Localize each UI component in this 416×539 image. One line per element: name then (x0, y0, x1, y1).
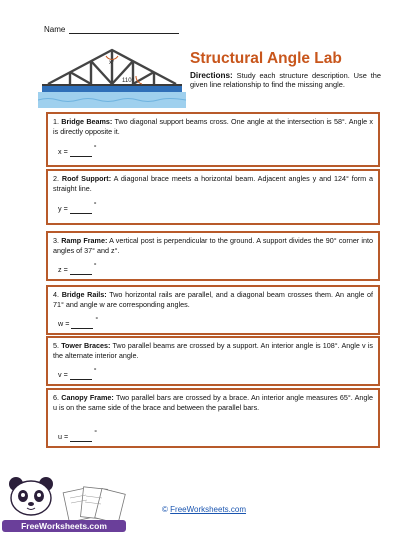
problem-number: 1. (53, 117, 59, 126)
degree-symbol: ° (93, 202, 97, 209)
problem-2-box (46, 169, 380, 225)
logo-text: FreeWorksheets.com (21, 521, 107, 531)
panda-icon (9, 477, 53, 515)
answer-blank[interactable] (70, 434, 92, 442)
freeworksheets-logo (0, 472, 130, 536)
answer-row (58, 265, 97, 275)
answer-variable: y = (58, 204, 68, 213)
angle-x-label: x° (109, 60, 115, 66)
footer-copyright[interactable] (162, 505, 246, 514)
degree-symbol: ° (94, 430, 98, 437)
answer-row (58, 319, 98, 329)
name-field-row (44, 25, 179, 34)
answer-blank[interactable] (71, 321, 93, 329)
answer-variable: x = (58, 147, 68, 156)
name-label: Name (44, 25, 66, 34)
degree-symbol: ° (93, 368, 97, 375)
worksheet-title: Structural Angle Lab (190, 50, 342, 67)
problem-text: A diagonal brace meets a horizontal beam. Adjacent angles y and 124° form a straight line. (53, 174, 373, 193)
problem-heading: Bridge Rails: (61, 290, 107, 299)
answer-variable: u = (58, 432, 69, 441)
directions-text: Study each structure description. Use the given line relationship to find the missing angle. (190, 71, 381, 89)
problem-text: Two diagonal support beams cross. One angle at the intersection is 58°. Angle x is directly opposite it. (53, 117, 373, 136)
problem-text: A vertical post is perpendicular to the ground. A support divides the 90° corner into angles of 37° and z°. (53, 236, 373, 255)
problem-number: 3. (53, 236, 59, 245)
answer-row (58, 147, 97, 157)
problem-3-box (46, 231, 380, 281)
degree-symbol: ° (95, 317, 99, 324)
answer-blank[interactable] (70, 206, 92, 214)
copyright-symbol: © (162, 505, 168, 514)
answer-variable: w = (58, 319, 70, 328)
footer-link-text[interactable]: FreeWorksheets.com (170, 505, 247, 514)
directions-label: Directions: (190, 71, 233, 80)
problem-text: Two horizontal rails are parallel, and a diagonal beam crosses them. An angle of 71° and angle w are corresponding angles. (53, 290, 373, 309)
answer-blank[interactable] (70, 267, 92, 275)
answer-row (58, 370, 97, 380)
problem-number: 6. (53, 393, 59, 402)
problem-text: Two parallel beams are crossed by a support. An interior angle is 108°. Angle v is the alternate interior angle. (53, 341, 373, 360)
problem-5-box (46, 336, 380, 386)
problem-number: 2. (53, 174, 59, 183)
problem-number: 4. (53, 290, 59, 299)
answer-blank[interactable] (70, 149, 92, 157)
degree-symbol: ° (93, 263, 97, 270)
problem-text: Two parallel bars are crossed by a brace. An interior angle measures 65°. Angle u is on the same side of the brace and between the parallel bars. (53, 393, 373, 412)
problem-heading: Tower Braces: (61, 341, 111, 350)
answer-blank[interactable] (70, 372, 92, 380)
directions (190, 71, 381, 89)
angle-110-label: 110° (122, 78, 134, 84)
problem-heading: Canopy Frame: (61, 393, 114, 402)
problem-heading: Ramp Frame: (61, 236, 108, 245)
name-blank[interactable] (69, 25, 179, 34)
answer-row (58, 204, 97, 214)
problem-heading: Bridge Beams: (61, 117, 113, 126)
worksheet-stack-icon (63, 487, 125, 524)
problem-6-box (46, 388, 380, 448)
answer-variable: v = (58, 370, 68, 379)
problem-4-box (46, 285, 380, 335)
degree-symbol: ° (93, 145, 97, 152)
problem-heading: Roof Support: (61, 174, 112, 183)
problem-number: 5. (53, 341, 59, 350)
truss-bridge-illustration (38, 42, 186, 108)
answer-variable: z = (58, 265, 68, 274)
answer-row (58, 432, 97, 442)
problem-1-box (46, 112, 380, 167)
